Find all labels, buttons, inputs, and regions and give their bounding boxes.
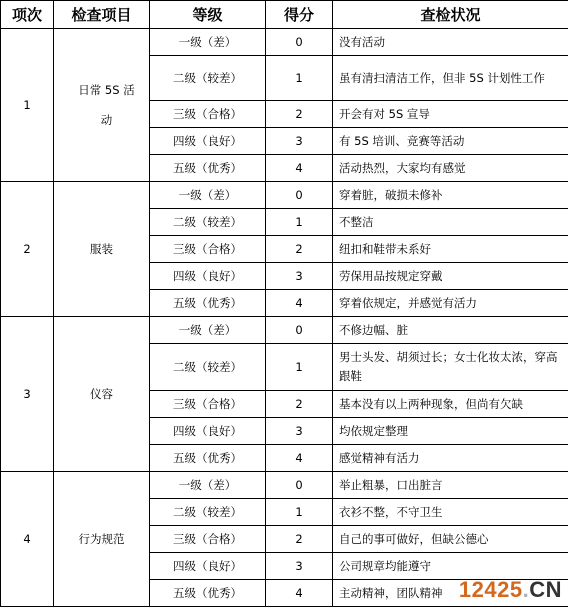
table-row xyxy=(1,317,568,344)
header-row xyxy=(1,1,568,29)
status-cell: 公司规章均能遵守 xyxy=(333,553,568,580)
header-score: 得分 xyxy=(266,1,333,29)
score-cell: 4 xyxy=(266,580,333,607)
score-cell: 3 xyxy=(266,553,333,580)
header-level: 等级 xyxy=(150,1,266,29)
group-name: 行为规范 xyxy=(54,472,150,607)
score-cell: 2 xyxy=(266,391,333,418)
score-cell: 0 xyxy=(266,29,333,56)
watermark-suffix: CN xyxy=(529,577,562,602)
level-cell: 五级（优秀） xyxy=(150,445,266,472)
watermark-dot: . xyxy=(523,577,530,602)
score-cell: 4 xyxy=(266,290,333,317)
level-cell: 四级（良好） xyxy=(150,263,266,290)
header-check-item: 检查项目 xyxy=(54,1,150,29)
group-name-text: 日常 5S 活动 xyxy=(78,83,134,127)
status-cell: 开会有对 5S 宣导 xyxy=(333,101,568,128)
level-cell: 五级（优秀） xyxy=(150,580,266,607)
level-cell: 四级（良好） xyxy=(150,553,266,580)
status-cell: 活动热烈，大家均有感觉 xyxy=(333,155,568,182)
score-cell: 1 xyxy=(266,209,333,236)
status-cell: 衣衫不整，不守卫生 xyxy=(333,499,568,526)
watermark-number: 12425 xyxy=(459,577,523,602)
score-cell: 1 xyxy=(266,56,333,101)
level-cell: 三级（合格） xyxy=(150,526,266,553)
status-cell: 主动精神，团队精神 xyxy=(333,580,568,607)
table-row xyxy=(1,29,568,56)
status-cell: 不修边幅、脏 xyxy=(333,317,568,344)
level-cell: 二级（较差） xyxy=(150,209,266,236)
level-cell: 二级（较差） xyxy=(150,344,266,391)
status-cell: 举止粗暴，口出脏言 xyxy=(333,472,568,499)
status-cell: 劳保用品按规定穿戴 xyxy=(333,263,568,290)
status-cell: 有 5S 培训、竞赛等活动 xyxy=(333,128,568,155)
level-cell: 一级（差） xyxy=(150,182,266,209)
score-cell: 3 xyxy=(266,263,333,290)
status-cell: 男士头发、胡须过长；女士化妆太浓，穿高跟鞋 xyxy=(333,344,568,391)
level-cell: 四级（良好） xyxy=(150,418,266,445)
status-cell: 虽有清扫清洁工作，但非 5S 计划性工作 xyxy=(333,56,568,101)
level-cell: 二级（较差） xyxy=(150,56,266,101)
level-cell: 五级（优秀） xyxy=(150,155,266,182)
group-name: 服装 xyxy=(54,182,150,317)
score-cell: 1 xyxy=(266,344,333,391)
score-cell: 3 xyxy=(266,418,333,445)
score-cell: 0 xyxy=(266,317,333,344)
level-cell: 一级（差） xyxy=(150,29,266,56)
level-cell: 二级（较差） xyxy=(150,499,266,526)
level-cell: 三级（合格） xyxy=(150,101,266,128)
score-cell: 4 xyxy=(266,155,333,182)
score-cell: 3 xyxy=(266,128,333,155)
level-cell: 一级（差） xyxy=(150,472,266,499)
group-index: 4 xyxy=(1,472,54,607)
score-cell: 2 xyxy=(266,236,333,263)
header-status: 查检状况 xyxy=(333,1,568,29)
score-cell: 2 xyxy=(266,101,333,128)
group-name: 仪容 xyxy=(54,317,150,472)
status-cell: 没有活动 xyxy=(333,29,568,56)
group-name xyxy=(54,29,150,182)
table-row xyxy=(1,182,568,209)
group-index: 3 xyxy=(1,317,54,472)
score-cell: 0 xyxy=(266,472,333,499)
status-cell: 均依规定整理 xyxy=(333,418,568,445)
score-cell: 1 xyxy=(266,499,333,526)
table-row xyxy=(1,472,568,499)
level-cell: 四级（良好） xyxy=(150,128,266,155)
status-cell: 穿着依规定，并感觉有活力 xyxy=(333,290,568,317)
status-cell: 不整洁 xyxy=(333,209,568,236)
level-cell: 五级（优秀） xyxy=(150,290,266,317)
status-cell: 感觉精神有活力 xyxy=(333,445,568,472)
score-cell: 2 xyxy=(266,526,333,553)
group-index: 1 xyxy=(1,29,54,182)
header-item-no: 项次 xyxy=(1,1,54,29)
site-watermark xyxy=(459,577,562,603)
group-index: 2 xyxy=(1,182,54,317)
status-cell: 穿着脏，破损未修补 xyxy=(333,182,568,209)
level-cell: 三级（合格） xyxy=(150,236,266,263)
level-cell: 三级（合格） xyxy=(150,391,266,418)
score-cell: 0 xyxy=(266,182,333,209)
status-cell: 自己的事可做好，但缺公德心 xyxy=(333,526,568,553)
status-cell: 纽扣和鞋带未系好 xyxy=(333,236,568,263)
status-cell: 基本没有以上两种现象，但尚有欠缺 xyxy=(333,391,568,418)
level-cell: 一级（差） xyxy=(150,317,266,344)
score-cell: 4 xyxy=(266,445,333,472)
